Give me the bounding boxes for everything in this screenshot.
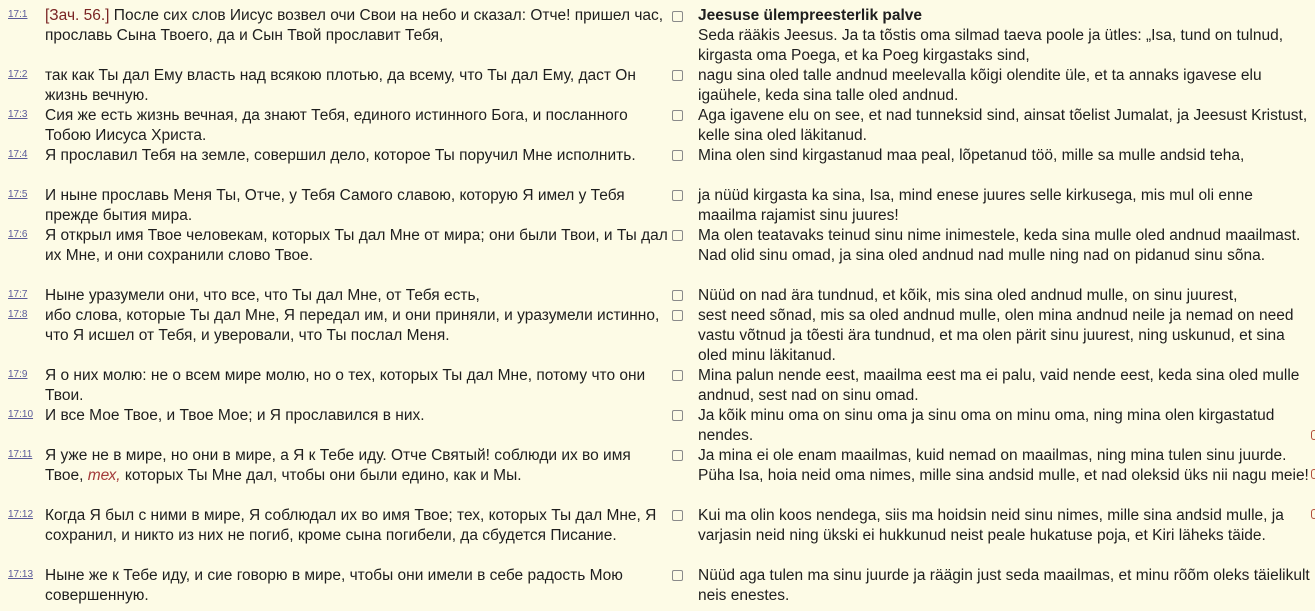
verse-text: которых Ты Мне дал, чтобы они были едино, как и Мы. <box>120 467 522 484</box>
russian-verse-text: Когда Я был с ними в мире, Я соблюдал их во имя Твое; тех, которых Ты дал Мне, Я сохранил, и никто из них не погиб, кроме сына погибели, да сбудется Писание. <box>45 507 657 544</box>
verse-ref-link[interactable]: 17:2 <box>8 69 28 80</box>
verse-checkbox[interactable] <box>672 230 683 241</box>
verse-checkbox[interactable] <box>672 410 683 421</box>
estonian-verse-text: Nüüd on nad ära tundnud, et kõik, mis sina oled andnud mulle, on sinu juurest, <box>698 287 1238 304</box>
estonian-verse-text: nagu sina oled talle andnud meelevalla kõigi olendite üle, et ta annaks igavese elu igaühele, keda sina talle oled andnud. <box>698 67 1262 104</box>
verse-text: Seda rääkis Jeesus. Ja ta tõstis oma silmad taeva poole ja ütles: „Isa, tund on tulnud, kirgasta oma Poega, et ka Poeg kirgastaks sind, <box>698 27 1284 64</box>
verse-checkbox[interactable] <box>672 11 683 22</box>
estonian-verse-text: Kui ma olin koos nendega, siis ma hoidsin neid sinu nimes, mille sina andsid mulle, ja varjasin neid ning ükski ei hukkunud neist peale hukatuse poja, et Kiri läheks täide. <box>698 507 1284 544</box>
russian-verse-text <box>45 6 670 46</box>
verse-ref-link[interactable]: 17:5 <box>8 189 28 200</box>
verse-checkbox[interactable] <box>672 290 683 301</box>
russian-verse-text: Сия же есть жизнь вечная, да знают Тебя, единого истинного Бога, и посланного Тобою Иисуса Христа. <box>45 107 628 144</box>
verse-ref-link[interactable]: 17:11 <box>8 449 33 460</box>
estonian-verse-text: Ja mina ei ole enam maailmas, kuid nemad on maailmas, ning mina tulen sinu juurde. Püha Isa, hoia neid oma nimes, mille sina andsid mulle, et nad oleksid üks nii nagu meie! <box>698 447 1309 484</box>
verse-ref-link[interactable]: 17:3 <box>8 109 28 120</box>
edge-marker-icon <box>1311 509 1315 519</box>
russian-verse-text <box>45 446 670 486</box>
russian-verse-text: Я о них молю: не о всем мире молю, но о тех, которых Ты дал Мне, потому что они Твои. <box>45 367 646 404</box>
verse-checkbox[interactable] <box>672 110 683 121</box>
estonian-verse-text: sest need sõnad, mis sa oled andnud mulle, olen mina andnud neile ja nemad on need vastu võtnud ja tõesti ära tundnud, et ma olen pärit sinu juurest, ning uskunud, et sina oled minu läkitanud. <box>698 307 1294 364</box>
verse-ref-link[interactable]: 17:6 <box>8 229 28 240</box>
russian-verse-text: Я прославил Тебя на земле, совершил дело, которое Ты поручил Мне исполнить. <box>45 147 636 164</box>
section-heading: Jeesuse ülempreesterlik palve <box>698 7 923 24</box>
russian-verse-text: так как Ты дал Ему власть над всякою плотью, да всему, что Ты дал Ему, даст Он жизнь вечную. <box>45 67 636 104</box>
verse-ref-link[interactable]: 17:12 <box>8 509 34 520</box>
verse-checkbox[interactable] <box>672 190 683 201</box>
verse-ref-link[interactable]: 17:1 <box>8 9 28 20</box>
estonian-verse-text: Ja kõik minu oma on sinu oma ja sinu oma on minu oma, ning mina olen kirgastatud nendes. <box>698 407 1275 444</box>
russian-verse-text: ибо слова, которые Ты дал Мне, Я передал им, и они приняли, и уразумели истинно, что Я исшел от Тебя, и уверовали, что Ты послал Меня. <box>45 307 660 344</box>
verse-checkbox[interactable] <box>672 510 683 521</box>
estonian-verse-text: Nüüd aga tulen ma sinu juurde ja räägin just seda maailmas, et minu rõõm oleks täielikult neis enestes. <box>698 567 1310 604</box>
verse-checkbox[interactable] <box>672 310 683 321</box>
estonian-verse-text: Ma olen teatavaks teinud sinu nime inimestele, keda sina mulle oled andnud maailmast. Nad olid sinu omad, ja sina oled andnud nad mulle ning nad on pidanud sinu sõna. <box>698 227 1301 264</box>
edge-marker-icon <box>1311 430 1315 440</box>
russian-verse-text: Я открыл имя Твое человекам, которых Ты дал Мне от мира; они были Твои, и Ты дал их Мне, и они сохранили слово Твое. <box>45 227 668 264</box>
italic-word: тех, <box>87 467 121 484</box>
verse-checkbox[interactable] <box>672 570 683 581</box>
russian-verse-text: Ныне же к Тебе иду, и сие говорю в мире, чтобы они имели в себе радость Мою совершенную. <box>45 567 623 604</box>
russian-verse-text: И все Мое Твое, и Твое Мое; и Я прославился в них. <box>45 407 425 424</box>
edge-marker-icon <box>1311 469 1315 479</box>
reading-marker[interactable]: [Зач. 56.] <box>45 7 110 24</box>
estonian-verse-text: ja nüüd kirgasta ka sina, Isa, mind enese juures selle kirkusega, mis mul oli enne maailma rajamist sinu juures! <box>698 187 1253 224</box>
estonian-verse-text: Aga igavene elu on see, et nad tunneksid sind, ainsat tõelist Jumalat, ja Jeesust Kristust, kelle sina oled läkitanud. <box>698 107 1308 144</box>
estonian-verse-text: Mina olen sind kirgastanud maa peal, lõpetanud töö, mille sa mulle andsid teha, <box>698 147 1245 164</box>
verse-ref-link[interactable]: 17:13 <box>8 569 34 580</box>
verse-ref-link[interactable]: 17:10 <box>8 409 34 420</box>
estonian-verse-text: Mina palun nende eest, maailma eest ma ei palu, vaid nende eest, keda sina oled mulle andnud, sest nad on sinu omad. <box>698 367 1300 404</box>
verse-ref-link[interactable]: 17:8 <box>8 309 28 320</box>
verse-ref-link[interactable]: 17:7 <box>8 289 28 300</box>
verse-ref-link[interactable]: 17:9 <box>8 369 28 380</box>
verse-checkbox[interactable] <box>672 150 683 161</box>
verse-checkbox[interactable] <box>672 370 683 381</box>
russian-verse-text: Ныне уразумели они, что все, что Ты дал Мне, от Тебя есть, <box>45 287 480 304</box>
verse-text: После сих слов Иисус возвел очи Свои на небо и сказал: Отче! пришел час, прославь Сына Твоего, да и Сын Твой прославит Тебя, <box>45 7 664 44</box>
verse-text: Я уже не в мире, но они в мире, а Я к Тебе иду. Отче Святый! соблюди их во имя Твое, <box>45 447 631 484</box>
verse-checkbox[interactable] <box>672 450 683 461</box>
verse-ref-link[interactable]: 17:4 <box>8 149 28 160</box>
verse-checkbox[interactable] <box>672 70 683 81</box>
estonian-verse-text <box>698 6 1310 66</box>
russian-verse-text: И ныне прославь Меня Ты, Отче, у Тебя Самого славою, которую Я имел у Тебя прежде бытия мира. <box>45 187 625 224</box>
